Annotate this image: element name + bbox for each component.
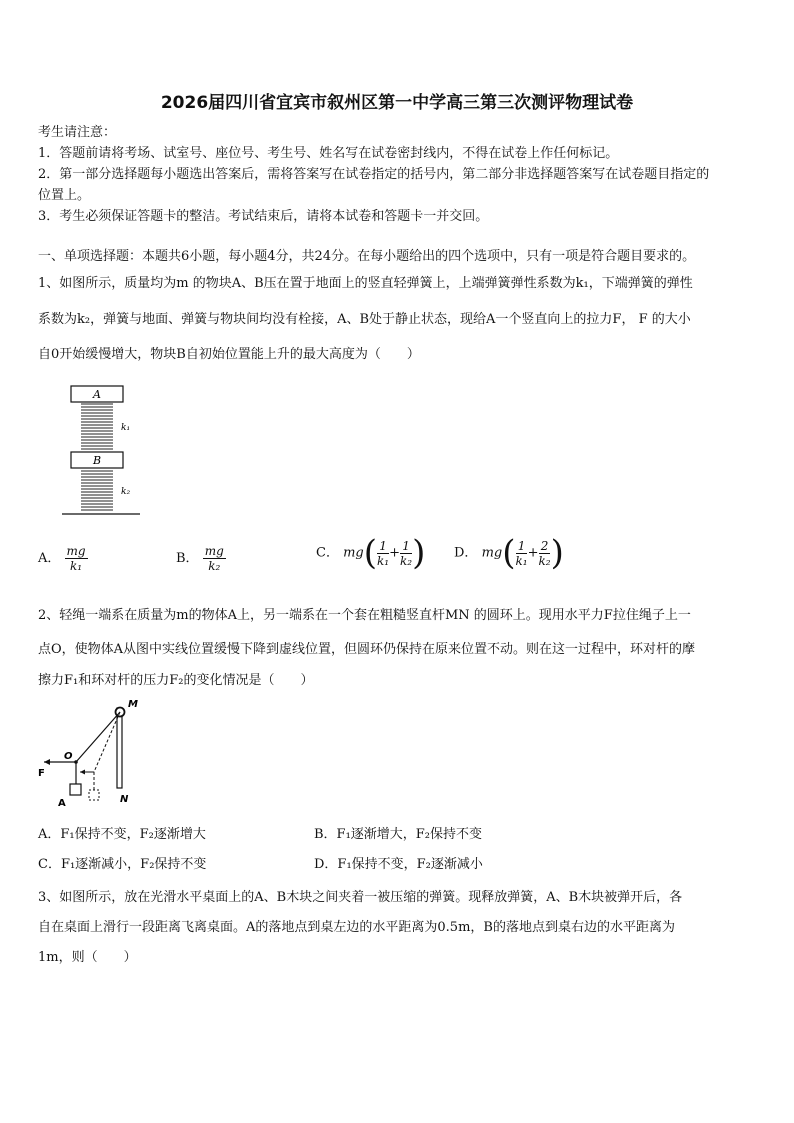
label-m: M	[128, 699, 138, 710]
q1-option-b[interactable]	[176, 544, 226, 573]
label-o: O	[64, 751, 73, 762]
q1-line-3: 自0开始缓慢增大，物块B自初始位置能上升的最大高度为（ ）	[38, 347, 420, 362]
q1-spring-figure	[58, 382, 148, 518]
label-n: N	[120, 794, 129, 805]
notice-heading: 考生请注意：	[38, 125, 117, 140]
q2-option-c[interactable]: C．F₁逐渐减小，F₂保持不变	[38, 857, 207, 872]
rod-mn	[117, 708, 122, 788]
q2-rope-figure	[36, 696, 146, 808]
q1-option-c-label: C．	[316, 545, 339, 561]
rope-dashed	[94, 712, 120, 772]
q1-line-2: 系数为k₂，弹簧与地面、弹簧与物块间均没有栓接，A、B处于静止状态，现给A一个竖直向上的拉力F， F 的大小	[38, 312, 691, 327]
q3-line-1: 3、如图所示，放在光滑水平桌面上的A、B木块之间夹着一被压缩的弹簧。现释放弹簧，A、B木块被弹开后，各	[38, 890, 683, 905]
q2-line-2: 点O，使物体A从图中实线位置缓慢下降到虚线位置，但圆环仍保持在原来位置不动。则在这一过程中，环对杆的摩	[38, 642, 696, 657]
q1-option-b-fraction: $\frac{mg}{\text{k₂}}$	[204, 544, 224, 573]
q1-option-b-label: B．	[176, 551, 199, 566]
q1-line-1: 1、如图所示，质量均为m 的物块A、B压在置于地面上的竖直轻弹簧上，上端弹簧弹性系数为k₁，下端弹簧的弹性	[38, 276, 693, 291]
q2-line-3: 擦力F₁和环对杆的压力F₂的变化情况是（ ）	[38, 673, 314, 688]
q2-option-d[interactable]: D．F₁保持不变，F₂逐渐减小	[314, 857, 483, 872]
spring-k1	[81, 404, 113, 449]
page-title: 2026届四川省宜宾市叙州区第一中学高三第三次测评物理试卷	[160, 93, 634, 113]
spring-k2	[81, 471, 113, 510]
q1-option-a-label: A．	[38, 551, 61, 566]
q1-option-a[interactable]	[38, 544, 88, 573]
q2-option-a[interactable]: A．F₁保持不变，F₂逐渐增大	[38, 827, 206, 842]
rope-solid	[76, 712, 120, 762]
notice-item-2: 2．第一部分选择题每小题选出答案后，需将答案写在试卷指定的括号内，第二部分非选择题答案写在试卷题目指定的	[38, 167, 710, 182]
block-a-dashed	[89, 790, 99, 800]
block-a-solid	[70, 784, 81, 795]
notice-item-1: 1．答题前请将考场、试室号、座位号、考生号、姓名写在试卷密封线内，不得在试卷上作任何标记。	[38, 146, 619, 161]
q2-line-1: 2、轻绳一端系在质量为m的物体A上，另一端系在一个套在粗糙竖直杆MN 的圆环上。现用水平力F拉住绳子上一	[38, 608, 691, 623]
notice-item-2-cont: 位置上。	[38, 188, 91, 203]
label-f: F	[38, 768, 45, 779]
q1-option-a-fraction: $\frac{mg}{\text{k₁}}$	[66, 544, 86, 573]
notice-item-3: 3．考生必须保证答题卡的整洁。考试结束后，请将本试卷和答题卡一并交回。	[38, 209, 489, 224]
spring-k1-label: k₁	[121, 423, 131, 433]
spring-k2-label: k₂	[121, 487, 131, 497]
q2-option-b[interactable]: B．F₁逐渐增大，F₂保持不变	[314, 827, 483, 842]
q1-option-d[interactable]: D． mg( $\frac{1}{\text{k₁}}$ + $\frac{2}{\text{k₂}}$ )	[454, 533, 564, 573]
label-a: A	[58, 798, 66, 808]
block-a-label: A	[93, 388, 101, 401]
q1-option-c[interactable]: C． mg( $\frac{1}{\text{k₁}}$ + $\frac{1}{\text{k₂}}$ )	[316, 533, 426, 573]
section-heading: 一、单项选择题：本题共6小题，每小题4分，共24分。在每小题给出的四个选项中，只有一项是符合题目要求的。	[38, 249, 696, 264]
q1-option-d-label: D．	[454, 545, 478, 561]
block-b-label: B	[92, 454, 102, 467]
q3-line-3: 1m，则（ ）	[38, 950, 137, 965]
q3-line-2: 自在桌面上滑行一段距离飞离桌面。A的落地点到桌左边的水平距离为0.5m，B的落地点到桌右边的水平距离为	[38, 920, 675, 935]
